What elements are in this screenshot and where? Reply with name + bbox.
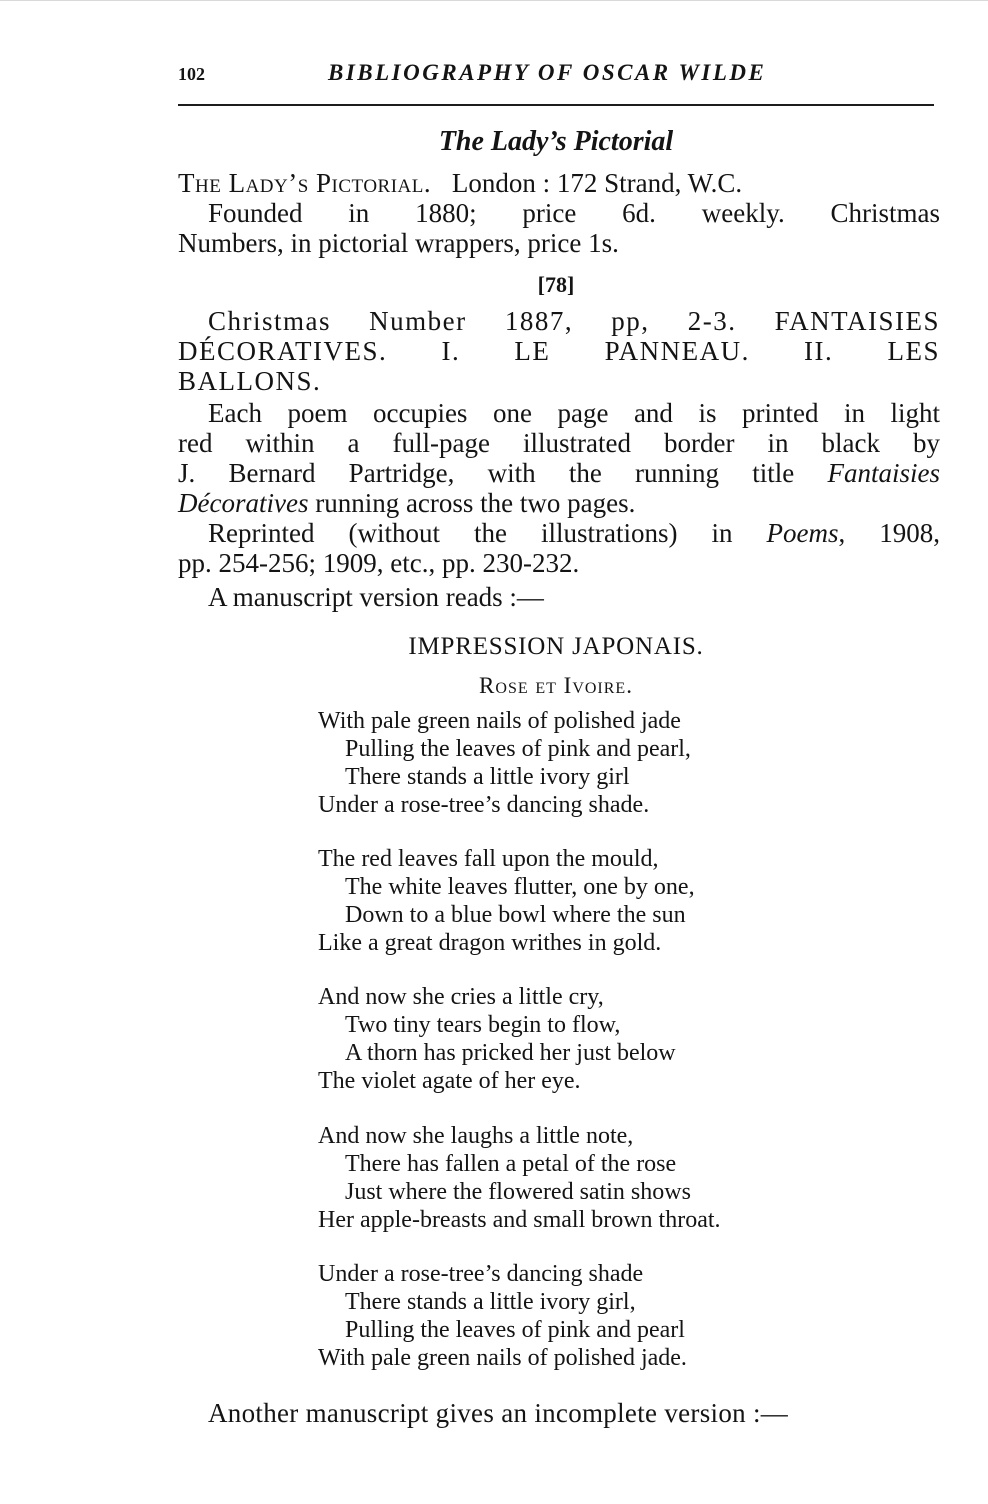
poem-line: The red leaves fall upon the mould, [318,846,659,872]
reprint-text: , 1908, [838,518,940,548]
top-border [0,0,988,1]
poem-line: There has fallen a petal of the rose [345,1151,677,1177]
poem-line: Down to a blue bowl where the sun [345,902,686,928]
poem-line: With pale green nails of polished jade [318,708,681,734]
poem-line: The white leaves flutter, one by one, [345,874,695,900]
closing-note: Another manuscript gives an incomplete version :— [208,1398,789,1428]
reprint-line-2: pp. 254-256; 1909, etc., pp. 230-232. [178,548,580,578]
page-number: 102 [178,64,205,84]
description-line-2: red within a full-page illustrated border in black by [178,428,940,458]
entry-heading-line-1: Christmas Number 1887, pp, 2-3. FANTAISIES [208,306,940,336]
description-line-1: Each poem occupies one page and is printed in light [208,398,940,428]
poem-line: Like a great dragon writhes in gold. [318,930,662,956]
poem-line: And now she laughs a little note, [318,1123,634,1149]
founded-line: Founded in 1880; price 6d. weekly. Christmas [208,198,940,228]
poem-line: Her apple-breasts and small brown throat. [318,1207,721,1233]
running-title: BIBLIOGRAPHY OF OSCAR WILDE [328,60,767,85]
poem-line: There stands a little ivory girl [345,764,630,790]
publication-name: The Lady’s Pictorial. [178,168,432,198]
reprint-note [178,518,940,612]
poem-line: Under a rose-tree’s dancing shade [318,1261,644,1287]
header-rule [178,104,934,106]
publication-info [178,168,940,258]
manuscript-intro: A manuscript version reads :— [208,582,544,612]
entry-heading [178,306,940,396]
stanza [318,1260,938,1372]
poem-line: Two tiny tears begin to flow, [345,1012,621,1038]
stanza [318,983,938,1095]
entry-number: [78] [537,272,575,297]
publication-address: London : 172 Strand, W.C. [451,168,743,198]
italic-title: Décoratives [178,488,309,518]
page-header [178,58,934,94]
poem-line: Pulling the leaves of pink and pearl, [345,736,691,762]
poem-line: And now she cries a little cry, [318,984,604,1010]
poem-line: Pulling the leaves of pink and pearl [345,1317,685,1343]
poem-line: The violet agate of her eye. [318,1068,581,1094]
poem-line: With pale green nails of polished jade. [318,1345,687,1371]
italic-title: Poems [766,518,839,548]
stanza [318,845,938,957]
description-line-3 [178,458,940,488]
founded-line-2: Numbers, in pictorial wrappers, price 1s. [178,228,619,258]
entry-heading-line-3: BALLONS. [178,366,322,396]
description-text: running across the two pages. [308,488,636,518]
poem-subtitle: Rose et Ivoire. [479,673,633,698]
poem-line: Just where the flowered satin shows [345,1179,691,1205]
poem-title: IMPRESSION JAPONAIS. [408,633,704,660]
italic-title: Fantaisies [827,458,940,488]
entry-heading-line-2: DÉCORATIVES. I. LE PANNEAU. II. LES [178,336,940,366]
publication-line [178,168,940,198]
entry-description [178,398,940,518]
stanza [318,1122,938,1234]
poem-line: There stands a little ivory girl, [345,1289,636,1315]
description-text: J. Bernard Partridge, with the running title [178,458,828,488]
poem-line: Under a rose-tree’s dancing shade. [318,792,650,818]
section-title: The Lady’s Pictorial [438,126,674,157]
description-line-4 [178,488,940,518]
reprint-line-1 [178,518,940,548]
reprint-text: Reprinted (without the illustrations) in [208,518,767,548]
stanza [318,707,938,819]
poem-line: A thorn has pricked her just below [345,1040,676,1066]
